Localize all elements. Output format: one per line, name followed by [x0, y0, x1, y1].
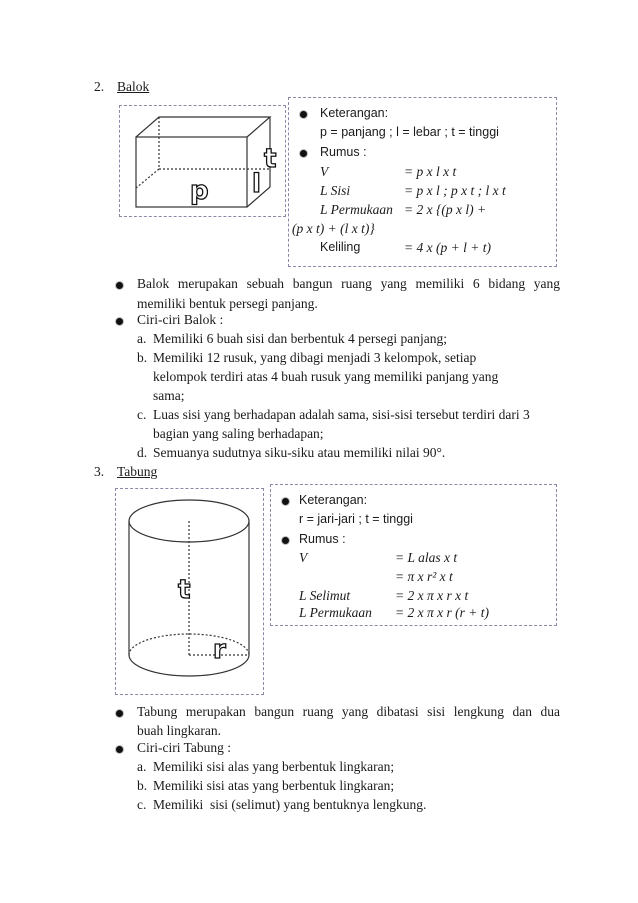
- tabung-lperm-rhs: = 2 x π x r (r + t): [395, 605, 489, 620]
- balok-ciri-letter: a.: [137, 331, 147, 346]
- tabung-ciri-label: Ciri-ciri Tabung :: [137, 740, 232, 755]
- balok-v-rhs: = p x l x t: [404, 164, 457, 179]
- balok-ciri-text: Luas sisi yang berhadapan adalah sama, sisi-sisi tersebut terdiri dari 3: [153, 407, 530, 422]
- balok-title: Balok: [117, 79, 150, 94]
- tabung-v-rhs1: = L alas x t: [395, 550, 458, 565]
- balok-lperm-cont: (p x t) + (l x t)}: [292, 221, 375, 236]
- tabung-keterangan-text: r = jari-jari ; t = tinggi: [299, 512, 413, 526]
- tabung-ciri-text: Memiliki sisi (selimut) yang bentuknya lengkung.: [153, 797, 427, 812]
- tabung-keterangan-label: Keterangan:: [299, 493, 368, 507]
- balok-ciri-label: Ciri-ciri Balok :: [137, 312, 224, 327]
- tabung-v-rhs2: = π x r² x t: [395, 569, 453, 584]
- tabung-v-lhs: V: [299, 550, 308, 565]
- bullet-icon: [116, 746, 123, 753]
- balok-kel-rhs: = 4 x (p + l + t): [404, 240, 491, 255]
- balok-ciri-letter: d.: [137, 445, 148, 460]
- balok-number: 2.: [94, 79, 105, 94]
- tabung-ciri-text: Memiliki sisi alas yang berbentuk lingkaran;: [153, 759, 395, 774]
- bullet-icon: [116, 318, 123, 325]
- tabung-rumus-label: Rumus :: [299, 532, 346, 546]
- tabung-lsel-lhs: L Selimut: [299, 588, 351, 603]
- bullet-icon: [116, 282, 123, 289]
- tabung-label-r: r: [213, 635, 226, 665]
- balok-ciri-text: Memiliki 12 rusuk, yang dibagi menjadi 3 kelompok, setiap: [153, 350, 477, 365]
- bullet-icon: [300, 111, 307, 118]
- bullet-icon: [116, 710, 123, 717]
- tabung-title: Tabung: [117, 464, 158, 479]
- balok-ciri-text: Memiliki 6 buah sisi dan berbentuk 4 persegi panjang;: [153, 331, 447, 346]
- tabung-label-t: t: [178, 575, 191, 605]
- tabung-lsel-rhs: = 2 x π x r x t: [395, 588, 469, 603]
- bullet-icon: [282, 498, 289, 505]
- tabung-ciri-text: Memiliki sisi atas yang berbentuk lingkaran;: [153, 778, 395, 793]
- balok-keterangan-label: Keterangan:: [320, 106, 389, 120]
- tabung-ciri-letter: a.: [137, 759, 147, 774]
- balok-lperm-rhs: = 2 x {(p x l) +: [404, 202, 487, 217]
- balok-ciri-text: kelompok terdiri atas 4 buah rusuk yang memiliki panjang yang: [153, 369, 499, 384]
- balok-label-l: l: [252, 169, 261, 199]
- balok-kel-lhs: Keliling: [320, 240, 361, 254]
- balok-figure-box: [119, 105, 286, 217]
- tabung-figure-box: [115, 488, 264, 695]
- balok-ciri-text: Semuanya sudutnya siku-siku atau memiliki nilai 90°.: [153, 445, 446, 460]
- balok-v-lhs: V: [320, 164, 329, 179]
- tabung-desc-line2: buah lingkaran.: [137, 723, 221, 738]
- tabung-number: 3.: [94, 464, 105, 479]
- balok-lperm-lhs: L Permukaan: [320, 202, 393, 217]
- balok-ciri-letter: c.: [137, 407, 147, 422]
- balok-ciri-text: bagian yang saling berhadapan;: [153, 426, 324, 441]
- balok-lsisi-lhs: L Sisi: [320, 183, 351, 198]
- balok-ciri-text: sama;: [153, 388, 185, 403]
- balok-label-t: t: [264, 144, 277, 174]
- balok-desc-line1: Balok merupakan sebuah bangun ruang yang memiliki 6 bidang yang: [137, 276, 560, 291]
- balok-label-p: p: [190, 176, 209, 206]
- balok-rumus-label: Rumus :: [320, 145, 367, 159]
- bullet-icon: [282, 537, 289, 544]
- balok-lsisi-rhs: = p x l ; p x t ; l x t: [404, 183, 506, 198]
- balok-keterangan-text: p = panjang ; l = lebar ; t = tinggi: [320, 125, 499, 139]
- tabung-ciri-letter: b.: [137, 778, 148, 793]
- balok-desc-line2: memiliki bentuk persegi panjang.: [137, 296, 318, 311]
- bullet-icon: [300, 150, 307, 157]
- tabung-desc-line1: Tabung merupakan bangun ruang yang dibatasi sisi lengkung dan dua: [137, 704, 560, 719]
- balok-ciri-letter: b.: [137, 350, 148, 365]
- tabung-ciri-letter: c.: [137, 797, 147, 812]
- tabung-lperm-lhs: L Permukaan: [299, 605, 372, 620]
